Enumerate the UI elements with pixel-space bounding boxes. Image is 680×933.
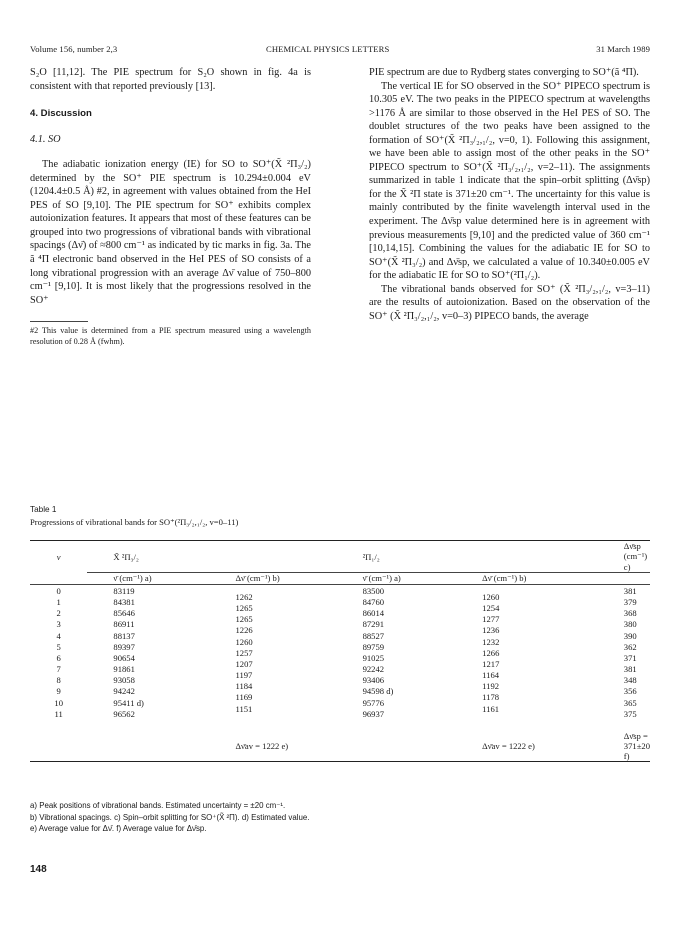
cell-v	[30, 708, 87, 719]
cell-v-value: 5	[56, 641, 61, 652]
paragraph: The vertical IE for SO observed in the SO⁺ PIPECO spectrum is 10.305 eV. The two peaks in the PIPECO spectrum at wavelengths >1176 Å are similar to those observed in the HeI PES of SO. The doublet structures of the two peaks have been assigned to the formation of SO⁺(X̃ ²Π₃/₂,₁/₂, v=0, 1). Following this assignment, we have been able to assign most of the other peaks in the SO⁺ PIPECO spectrum to SO⁺(X̃ ²Π₃/₂,₁/₂, v=2–11). The assignments summarized in table 1 indicate that the spin–orbit splitting (Δν̄sp) for the X̃ ²Π state is 371±20 cm⁻¹. The uncertainty for this value is mainly contributed by the finite wavelength interval used in the experiment. The Δν̄sp value determined here is in agreement with previous measurements [9,10] and the predicted value of 360 cm⁻¹ [10,14,15]. Combining the values for the adiabatic IE for SO to SO⁺(X̃ ²Π₃/₂) and Δν̄sp, we calculated a value of 10.340±0.005 eV for the adiabatic IE for SO to SO⁺(²Π₁/₂).	[369, 80, 650, 282]
cell-dnu2-value: 1277	[482, 614, 500, 625]
cell-dnu2-value: 1192	[482, 681, 500, 692]
cell-v-value: 4	[56, 630, 61, 641]
cell-nu1	[87, 596, 209, 607]
cell-sp-value: 371	[623, 652, 637, 663]
table-row	[30, 608, 650, 619]
cell-sp	[588, 675, 650, 686]
cell-dnu1	[209, 708, 350, 719]
table-spacer	[30, 719, 650, 731]
cell-v	[30, 619, 87, 630]
paragraph: The adiabatic ionization energy (IE) for SO to SO⁺(X̃ ²Π₃/₂) determined by the SO⁺ PIE spectrum is 10.294±0.004 eV (1204.4±0.5 Å) #2, in agreement with values obtained from the HeI PES of SO [9,10]. The PIE spectrum for SO⁺ exhibits complex autoionization features. It appears that most of these features can be grouped into two progressions of vibrational bands with vibrational spacings (Δν̄) of ≈800 cm⁻¹ as indicated by tic marks in fig. 3a. The ã ⁴Π electronic band observed in the HeI PES of SO consists of a long vibrational progression with an average Δν̄ value of 750–800 cm⁻¹ [9,10]. It is most likely that the progressions resolved in the SO⁺	[30, 159, 311, 306]
cell-nu2-value: 87291	[362, 619, 385, 630]
cell-v	[30, 664, 87, 675]
cell-dnu1	[209, 641, 350, 658]
cell-nu2-value: 93406	[362, 675, 385, 686]
col-head-dnu2: Δν̄ (cm⁻¹) b)	[468, 573, 588, 585]
cell-v	[30, 585, 87, 597]
cell-nu1	[87, 697, 209, 708]
cell-nu1	[87, 619, 209, 630]
cell-v	[30, 675, 87, 686]
col-head-v: v	[56, 551, 61, 562]
cell-v	[30, 652, 87, 663]
cell-v	[30, 686, 87, 697]
cell-sp	[588, 596, 650, 607]
col-head-x-state: X̃ ²Π₃/₂	[113, 551, 139, 562]
cell-nu1-value: 90654	[113, 652, 135, 663]
cell-nu2-value: 84760	[362, 596, 385, 607]
avg-dnu1: Δν̄av = 1222 e)	[235, 741, 289, 752]
header-date: 31 March 1989	[596, 44, 650, 54]
cell-dnu1	[209, 664, 350, 681]
table-row	[30, 675, 650, 686]
cell-nu2-value: 86014	[362, 608, 385, 619]
cell-sp-value: 379	[623, 596, 637, 607]
table-sub-header	[30, 573, 650, 585]
cell-dnu1-value: 1169	[235, 692, 253, 703]
cell-nu1-value: 85646	[113, 608, 135, 619]
col-head-spin-orbit: Δν̄sp (cm⁻¹) c)	[623, 541, 648, 572]
subsection-heading: 4.1. SO	[30, 133, 61, 145]
header-volume: Volume 156, number 2,3	[30, 44, 118, 54]
cell-sp-value: 380	[623, 619, 637, 630]
left-column	[30, 66, 311, 347]
cell-v-value: 8	[56, 675, 61, 686]
vibrational-bands-table	[30, 540, 650, 762]
cell-nu1	[87, 686, 209, 697]
cell-dnu1-value: 1262	[235, 591, 253, 602]
col-head-dnu1: Δν̄ (cm⁻¹) b)	[209, 573, 350, 585]
page-number: 148	[30, 864, 47, 875]
avg-dnu2: Δν̄av = 1222 e)	[482, 741, 535, 752]
cell-nu2-value: 96937	[362, 708, 385, 719]
cell-sp-value: 356	[623, 686, 637, 697]
cell-dnu2-value: 1260	[482, 591, 500, 602]
cell-v-value: 3	[56, 619, 61, 630]
cell-nu2-value: 91025	[362, 652, 385, 663]
paragraph: S₂O [11,12]. The PIE spectrum for S₂O shown in fig. 4a is consistent with that reported previously [13].	[30, 67, 311, 92]
cell-dnu1	[209, 630, 350, 647]
cell-dnu1-value: 1257	[235, 647, 253, 658]
cell-sp-value: 375	[623, 708, 637, 719]
cell-dnu2-value: 1178	[482, 692, 500, 703]
cell-nu1-value: 83119	[113, 585, 135, 596]
cell-nu1-value: 96562	[113, 708, 135, 719]
cell-sp-value: 348	[623, 675, 637, 686]
table-caption	[30, 504, 650, 528]
cell-v-value: 2	[56, 608, 61, 619]
cell-dnu2-value: 1164	[482, 670, 500, 681]
cell-sp-value: 368	[623, 608, 637, 619]
cell-sp	[588, 664, 650, 675]
cell-dnu1	[209, 675, 350, 692]
cell-v-value: 9	[56, 686, 61, 697]
cell-nu2	[351, 641, 469, 652]
col-head-pi-half: ²Π₁/₂	[362, 551, 380, 562]
cell-v-value: 10	[54, 697, 63, 708]
cell-sp-value: 381	[623, 585, 637, 596]
cell-nu1	[87, 652, 209, 663]
cell-nu2	[351, 664, 469, 675]
cell-dnu1-value: 1260	[235, 636, 253, 647]
footnote: #2 This value is determined from a PIE spectrum measured using a wavelength resolution of 0.28 Å (fwhm).	[30, 326, 311, 346]
cell-dnu1	[209, 608, 350, 625]
cell-nu2	[351, 652, 469, 663]
cell-dnu2-value: 1266	[482, 647, 500, 658]
cell-v-value: 7	[56, 664, 61, 675]
cell-nu1-value: 86911	[113, 619, 135, 630]
cell-sp	[588, 708, 650, 719]
cell-sp	[588, 641, 650, 652]
cell-nu2-value: 94598 d)	[362, 686, 394, 697]
cell-nu2	[351, 708, 469, 719]
table-row	[30, 664, 650, 675]
table-footnote: e) Average value for Δν̄. f) Average value for Δν̄sp.	[30, 824, 207, 834]
table-row	[30, 596, 650, 607]
table-row	[30, 585, 650, 597]
table-averages-row	[30, 731, 650, 762]
cell-nu1-value: 93058	[113, 675, 135, 686]
cell-nu1	[87, 608, 209, 619]
cell-v-value: 0	[56, 585, 61, 596]
cell-nu1-value: 88137	[113, 630, 135, 641]
col-head-nu2: ν̄ (cm⁻¹) a)	[351, 573, 469, 585]
cell-dnu1-value: 1184	[235, 681, 253, 692]
cell-sp	[588, 686, 650, 697]
cell-nu2-value: 89759	[362, 641, 385, 652]
cell-nu2	[351, 630, 469, 641]
cell-nu1	[87, 641, 209, 652]
table-group-header	[30, 541, 650, 573]
cell-dnu2	[468, 585, 588, 602]
cell-sp-value: 362	[623, 641, 637, 652]
cell-v	[30, 608, 87, 619]
cell-sp	[588, 619, 650, 630]
cell-nu2	[351, 608, 469, 619]
table-row	[30, 708, 650, 719]
section-heading: 4. Discussion	[30, 108, 92, 120]
table-label: Table 1	[30, 505, 57, 514]
cell-sp	[588, 630, 650, 641]
cell-nu1-value: 91861	[113, 664, 135, 675]
cell-sp	[588, 608, 650, 619]
table-row	[30, 686, 650, 697]
cell-sp-value: 390	[623, 630, 637, 641]
cell-v	[30, 596, 87, 607]
cell-dnu1-value: 1207	[235, 658, 253, 669]
cell-v-value: 1	[56, 596, 61, 607]
cell-nu2	[351, 596, 469, 607]
col-head-nu1: ν̄ (cm⁻¹) a)	[87, 573, 209, 585]
cell-nu1	[87, 664, 209, 675]
cell-dnu1-value: 1265	[235, 614, 253, 625]
cell-dnu1	[209, 686, 350, 703]
paragraph: PIE spectrum are due to Rydberg states converging to SO⁺(ã ⁴Π).	[369, 67, 639, 78]
cell-sp	[588, 652, 650, 663]
cell-dnu1	[209, 697, 350, 714]
cell-nu1	[87, 585, 209, 597]
cell-dnu1	[209, 652, 350, 669]
cell-sp	[588, 585, 650, 597]
cell-dnu1-value: 1265	[235, 602, 253, 613]
cell-dnu1	[209, 619, 350, 636]
cell-nu1	[87, 675, 209, 686]
right-column	[369, 66, 650, 323]
cell-nu2-value: 83500	[362, 585, 385, 596]
table-row	[30, 619, 650, 630]
cell-nu1-value: 89397	[113, 641, 135, 652]
cell-v	[30, 630, 87, 641]
cell-dnu2-value: 1236	[482, 625, 500, 636]
footnote-rule	[30, 321, 88, 322]
cell-nu1	[87, 708, 209, 719]
cell-dnu1	[209, 596, 350, 613]
cell-v-value: 6	[56, 652, 61, 663]
cell-v-value: 11	[54, 708, 63, 719]
table-footnotes	[30, 800, 650, 835]
cell-sp-value: 365	[623, 697, 637, 708]
cell-nu2	[351, 697, 469, 708]
table-row	[30, 630, 650, 641]
table-row	[30, 652, 650, 663]
cell-nu2	[351, 619, 469, 630]
cell-sp-value: 381	[623, 664, 637, 675]
table-title: Progressions of vibrational bands for SO⁺(²Π₃/₂,₁/₂, v=0–11)	[30, 517, 239, 527]
table-footnote: b) Vibrational spacings. c) Spin–orbit splitting for SO⁺(X̃ ²Π). d) Estimated value.	[30, 812, 310, 822]
cell-nu1-value: 84381	[113, 596, 135, 607]
cell-nu2	[351, 675, 469, 686]
cell-dnu2-value: 1217	[482, 658, 500, 669]
avg-spin-orbit: Δν̄sp = 371±20 f)	[623, 731, 650, 762]
cell-nu2	[351, 585, 469, 597]
paragraph: The vibrational bands observed for SO⁺ (X̃ ²Π₃/₂,₁/₂, v=3–11) are the results of autoionization. Based on the observation of the SO⁺ (X̃ ²Π₃/₂,₁/₂, v=0–3) PIPECO bands, the average	[369, 283, 650, 322]
cell-dnu1-value: 1197	[235, 670, 253, 681]
cell-nu2-value: 88527	[362, 630, 385, 641]
cell-dnu2-value: 1254	[482, 602, 500, 613]
cell-dnu1-value: 1226	[235, 625, 253, 636]
table-row	[30, 641, 650, 652]
cell-v	[30, 641, 87, 652]
cell-dnu2-value: 1232	[482, 636, 500, 647]
table-row	[30, 697, 650, 708]
cell-dnu2-value: 1161	[482, 703, 500, 714]
cell-sp	[588, 697, 650, 708]
cell-nu1-value: 94242	[113, 686, 135, 697]
cell-nu2-value: 95776	[362, 697, 385, 708]
cell-v	[30, 697, 87, 708]
cell-nu2-value: 92242	[362, 664, 385, 675]
header-journal: CHEMICAL PHYSICS LETTERS	[266, 44, 390, 54]
cell-dnu1-value: 1151	[235, 703, 253, 714]
cell-nu1	[87, 630, 209, 641]
table-footnote: a) Peak positions of vibrational bands. Estimated uncertainty = ±20 cm⁻¹.	[30, 801, 286, 810]
cell-nu2	[351, 686, 469, 697]
cell-dnu1	[209, 585, 350, 602]
cell-nu1-value: 95411 d)	[113, 697, 144, 708]
